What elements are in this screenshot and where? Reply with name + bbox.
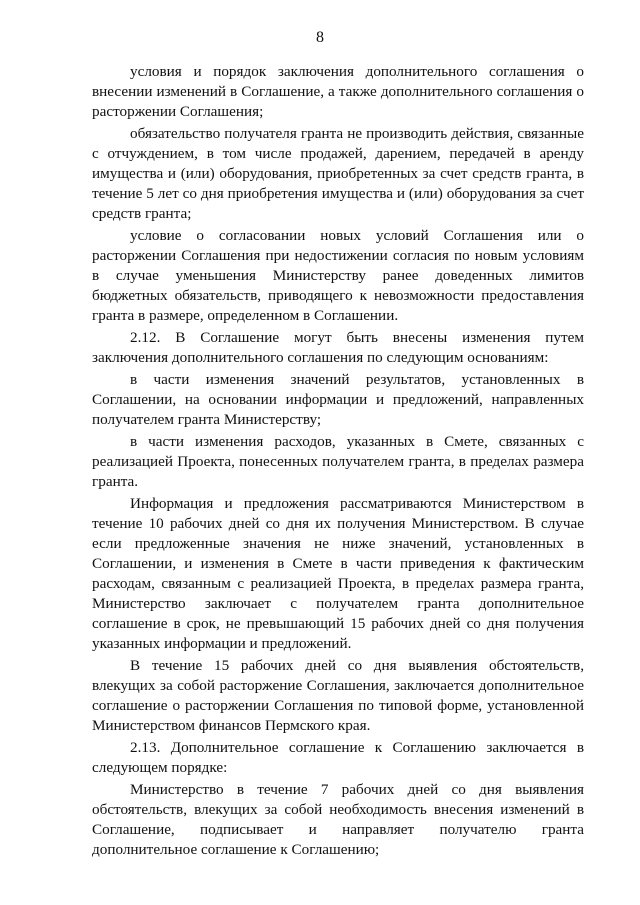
paragraph-termination: В течение 15 рабочих дней со дня выявления обстоятельств, влекущих за собой расторжение Соглашения, заключается дополнительное соглашение о расторжении Соглашения по типовой форме, установленной Министерством финансов Пермского края. (92, 657, 584, 734)
document-body (92, 62, 584, 862)
paragraph-results-change: в части изменения значений результатов, установленных в Соглашении, на основании информации и предложений, направленных получателем гранта Министерству; (92, 371, 584, 428)
paragraph-new-conditions: условие о согласовании новых условий Соглашения или о расторжении Соглашения при недостижении согласия по новым условиям в случае уменьшения Министерству ранее доведенных лимитов бюджетных обязательств, приводящего к невозможности предоставления гранта в размере, определенном в Соглашении. (92, 227, 584, 324)
paragraph-clause-2-12: 2.12. В Соглашение могут быть внесены изменения путем заключения дополнительного соглашения по следующим основаниям: (92, 329, 584, 366)
paragraph-clause-2-13: 2.13. Дополнительное соглашение к Соглашению заключается в следующем порядке: (92, 739, 584, 776)
paragraph-expenses-change: в части изменения расходов, указанных в Смете, связанных с реализацией Проекта, понесенных получателем гранта, в пределах размера гранта. (92, 433, 584, 490)
paragraph-agreement-conditions: условия и порядок заключения дополнительного соглашения о внесении изменений в Соглашение, а также дополнительного соглашения о расторжении Соглашения; (92, 63, 584, 120)
paragraph-ministry-signing: Министерство в течение 7 рабочих дней со дня выявления обстоятельств, влекущих за собой необходимость внесения изменений в Соглашение, подписывает и направляет получателю гранта дополнительное соглашение к Соглашению; (92, 781, 584, 858)
paragraph-alienation-obligation: обязательство получателя гранта не производить действия, связанные с отчуждением, в том числе продажей, дарением, передачей в аренду имущества и (или) оборудования, приобретенных за счет средств гранта, в течение 5 лет со дня приобретения имущества и (или) оборудования за счет средств гранта; (92, 125, 584, 222)
paragraph-review-procedure: Информация и предложения рассматриваются Министерством в течение 10 рабочих дней со дня их получения Министерством. В случае если предложенные значения не ниже значений, установленных в Соглашении, и изменения в Смете в части приведения к фактическим расходам, связанным с реализацией Проекта, в пределах размера гранта, Министерство заключает с получателем гранта дополнительное соглашение в срок, не превышающий 15 рабочих дней со дня получения указанных информации и предложений. (92, 495, 584, 652)
page-number: 8 (316, 29, 324, 46)
